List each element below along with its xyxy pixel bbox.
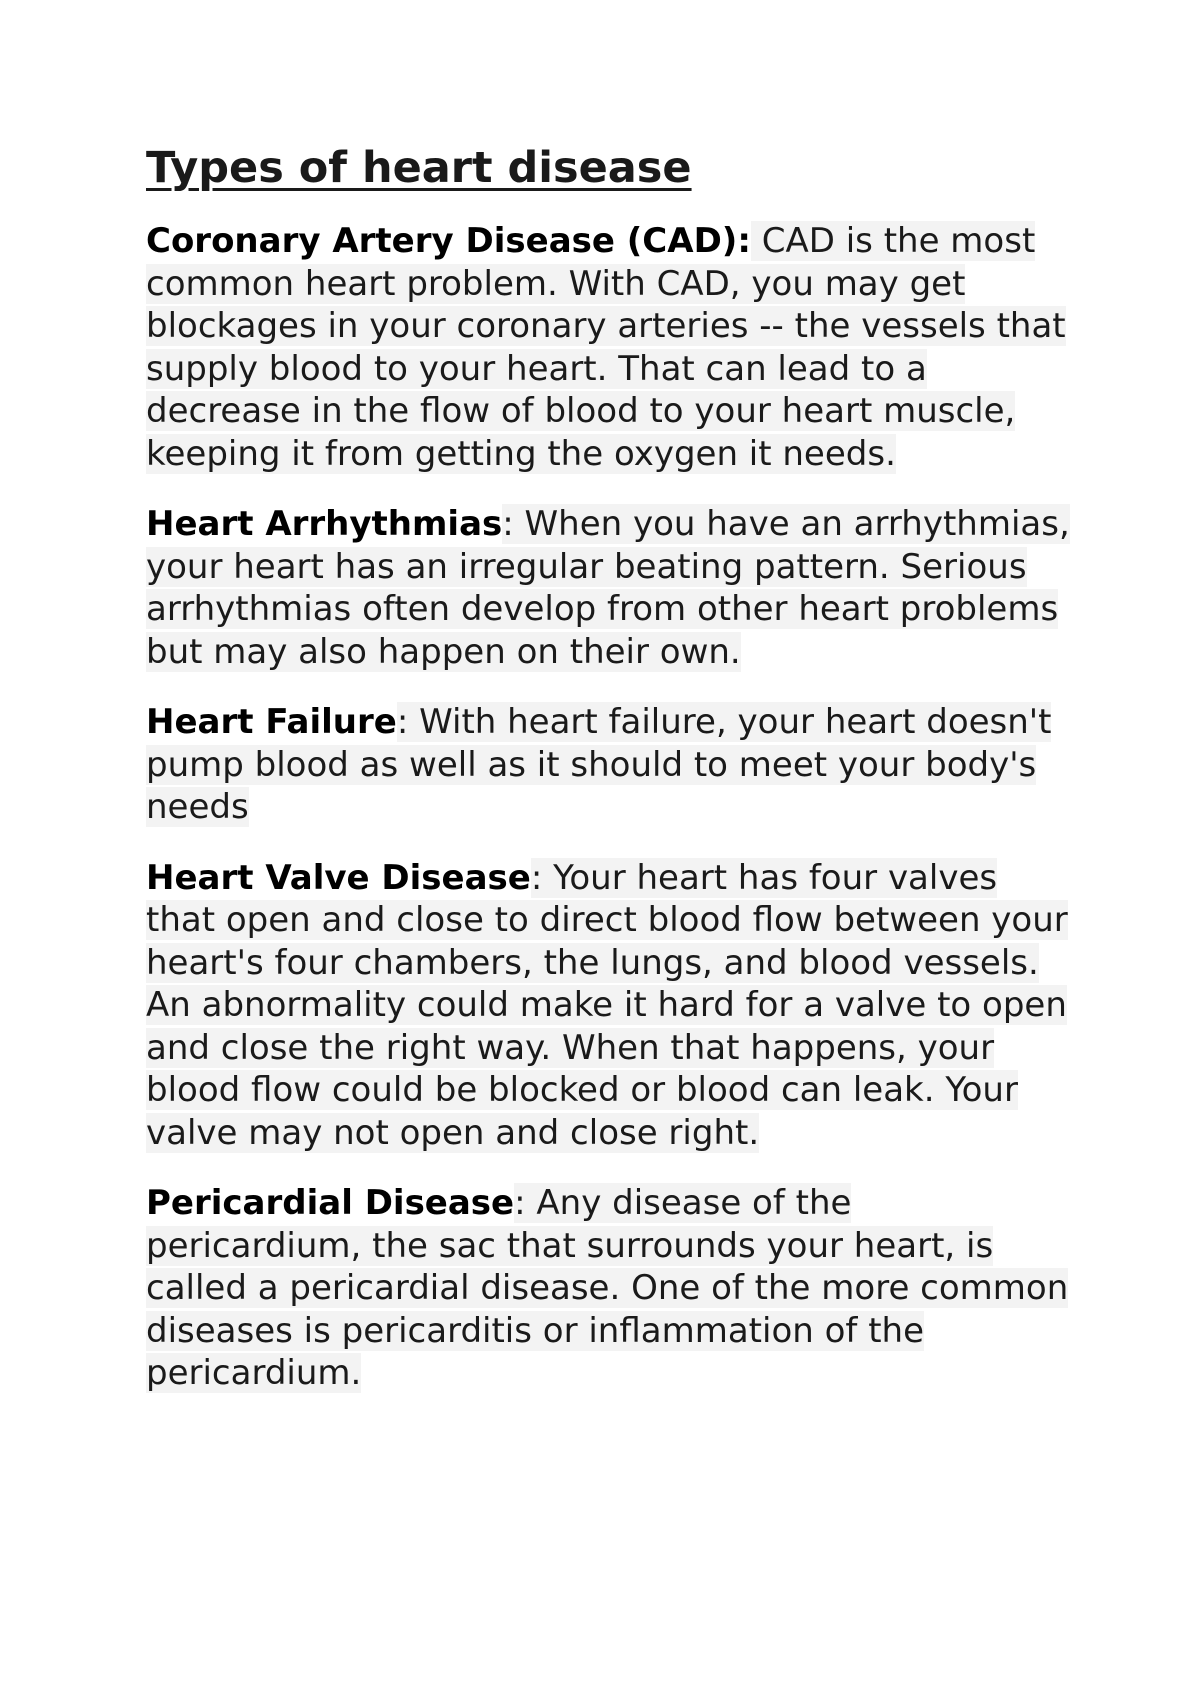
entry-text: Any disease of the pericardium, the sac that surrounds your heart, is called a pericardial disease. One of the more common diseases is pericarditis or inflammation of the pericardium. <box>146 1183 1069 1393</box>
entry-term: Pericardial Disease <box>146 1183 515 1223</box>
entry-heart-failure <box>146 701 1076 829</box>
entry-term: Heart Failure <box>146 702 397 742</box>
entry-separator: : <box>396 702 409 742</box>
entry-term: Heart Valve Disease <box>146 857 531 898</box>
entry-text: Your heart has four valves that open and close to direct blood flow between your heart's four chambers, the lungs, and blood vessels. An abnormality could make it hard for a valve to open and close the right way. When that happens, your blood flow could be blocked or blood can leak. Your valve may not open and close right. <box>146 857 1068 1153</box>
entry-pericardial-disease <box>146 1182 1076 1395</box>
entry-text: With heart failure, your heart doesn't pump blood as well as it should to meet your body's needs <box>146 702 1052 827</box>
entry-heart-arrhythmias <box>146 503 1076 673</box>
entry-separator: : <box>514 1183 526 1223</box>
document-page <box>146 138 1076 1423</box>
entry-heart-valve-disease <box>146 857 1076 1155</box>
entry-term: Coronary Artery Disease (CAD): <box>146 221 751 261</box>
entry-coronary-artery-disease <box>146 220 1076 475</box>
entry-text: CAD is the most common heart problem. With CAD, you may get blockages in your coronary arteries -- the vessels that supply blood to your heart. That can lead to a decrease in the flow of blood to your heart muscle, keeping it from getting the oxygen it needs. <box>146 221 1066 474</box>
entry-separator: : <box>502 504 514 544</box>
entry-separator: : <box>530 857 543 898</box>
document-title: Types of heart disease <box>146 143 692 193</box>
entry-text: When you have an arrhythmias, your heart has an irregular beating pattern. Serious arrhythmias often develop from other heart problems but may also happen on their own. <box>146 504 1070 672</box>
entry-term: Heart Arrhythmias <box>146 504 503 544</box>
